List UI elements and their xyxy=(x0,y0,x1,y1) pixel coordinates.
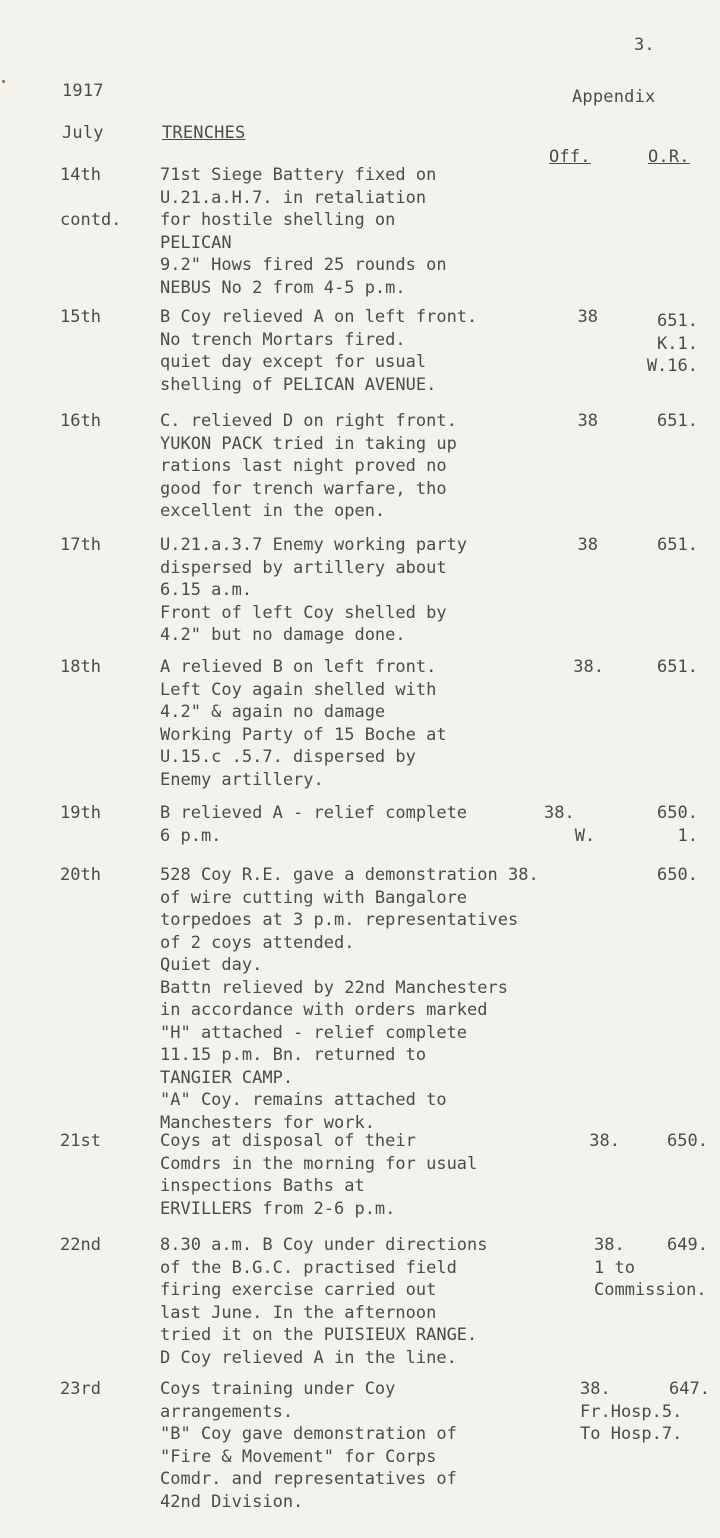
entry-other-ranks: 651. K.1. W.16. xyxy=(646,311,698,376)
entry-other-ranks: 651. xyxy=(657,535,698,555)
entry-other-ranks: 650. 1. xyxy=(657,803,698,846)
entry-date: 20th xyxy=(60,865,101,885)
entry-text: B Coy relieved A on left front. No trench Mortars fired. quiet day except for usual shelling of PELICAN AVENUE. xyxy=(160,307,478,395)
entry-date: 17th xyxy=(60,535,101,555)
entry-text: 71st Siege Battery fixed on U.21.a.H.7. in retaliation for hostile shelling on PELICAN 9.2" Hows fired 25 rounds on NEBUS No 2 from 4-5 p.m. xyxy=(160,165,447,298)
entry-other-ranks: 647. xyxy=(669,1379,710,1399)
entry-other-ranks: 651. xyxy=(657,411,698,431)
entry-officers: 38 xyxy=(577,535,598,555)
entry-text: C. relieved D on right front. YUKON PACK tried in taking up rations last night proved no good for trench warfare, tho excellent in the open. xyxy=(160,411,457,521)
entry-text: 8.30 a.m. B Coy under directions of the B.G.C. practised field firing exercise carried out last June. In the afternoon tried it on the PUISIEUX RANGE. D Coy relieved A in the line. xyxy=(160,1235,488,1368)
entry-officers: 38. 1 to Commission. xyxy=(594,1235,707,1300)
entry-date: 15th xyxy=(60,307,101,327)
appendix-label: Appendix xyxy=(572,87,656,107)
ink-speck xyxy=(2,80,5,83)
col-header-off: Off. xyxy=(549,147,591,167)
entry-officers: 38. W. xyxy=(544,803,596,846)
entry-officers: 38 xyxy=(577,411,598,431)
entry-officers: 38 xyxy=(577,307,598,327)
entry-other-ranks: 651. xyxy=(657,657,698,677)
entry-other-ranks: 649. xyxy=(667,1235,708,1255)
entry-other-ranks: 650. xyxy=(667,1131,708,1151)
page-number: 3. xyxy=(634,35,655,55)
entry-date: 18th xyxy=(60,657,101,677)
entry-text: B relieved A - relief complete 6 p.m. xyxy=(160,803,468,846)
entry-text: U.21.a.3.7 Enemy working party dispersed by artillery about 6.15 a.m. Front of left Coy shelled by 4.2" but no damage done. xyxy=(160,535,468,645)
location-heading: TRENCHES xyxy=(162,123,246,143)
entry-text: A relieved B on left front. Left Coy again shelled with 4.2" & again no damage Working Party of 15 Boche at U.15.c .5.7. dispersed by Enemy artillery. xyxy=(160,657,447,790)
entry-officers: 38. xyxy=(573,657,604,677)
entry-text: Coys training under Coy arrangements. "B" Coy gave demonstration of "Fire & Movement" for Corps Comdr. and representatives of 42nd Division. xyxy=(160,1379,457,1512)
entry-date: 22nd xyxy=(60,1235,101,1255)
month: July xyxy=(62,123,104,143)
entry-date: 19th xyxy=(60,803,101,823)
entry-date: 16th xyxy=(60,411,101,431)
year: 1917 xyxy=(62,81,104,101)
entry-other-ranks: 650. xyxy=(657,865,698,885)
entry-date: 14th contd. xyxy=(60,165,122,230)
entry-officers: 38. Fr.Hosp.5. To Hosp.7. xyxy=(580,1379,683,1444)
entry-date: 21st xyxy=(60,1131,101,1151)
entry-date: 23rd xyxy=(60,1379,101,1399)
col-header-or: O.R. xyxy=(648,147,690,167)
entry-text: 528 Coy R.E. gave a demonstration 38. of wire cutting with Bangalore torpedoes at 3 p.m. representatives of 2 coys attended. Quiet day. Battn relieved by 22nd Manchesters in accordance with orders marked "H" attached - relief complete 11.15 p.m. Bn. returned to TANGIER CAMP. "A" Coy. remains attached to Manchesters for work. xyxy=(160,865,539,1133)
entry-text: Coys at disposal of their Comdrs in the morning for usual inspections Baths at ERVILLERS from 2-6 p.m. xyxy=(160,1131,478,1219)
entry-officers: 38. xyxy=(589,1131,620,1151)
